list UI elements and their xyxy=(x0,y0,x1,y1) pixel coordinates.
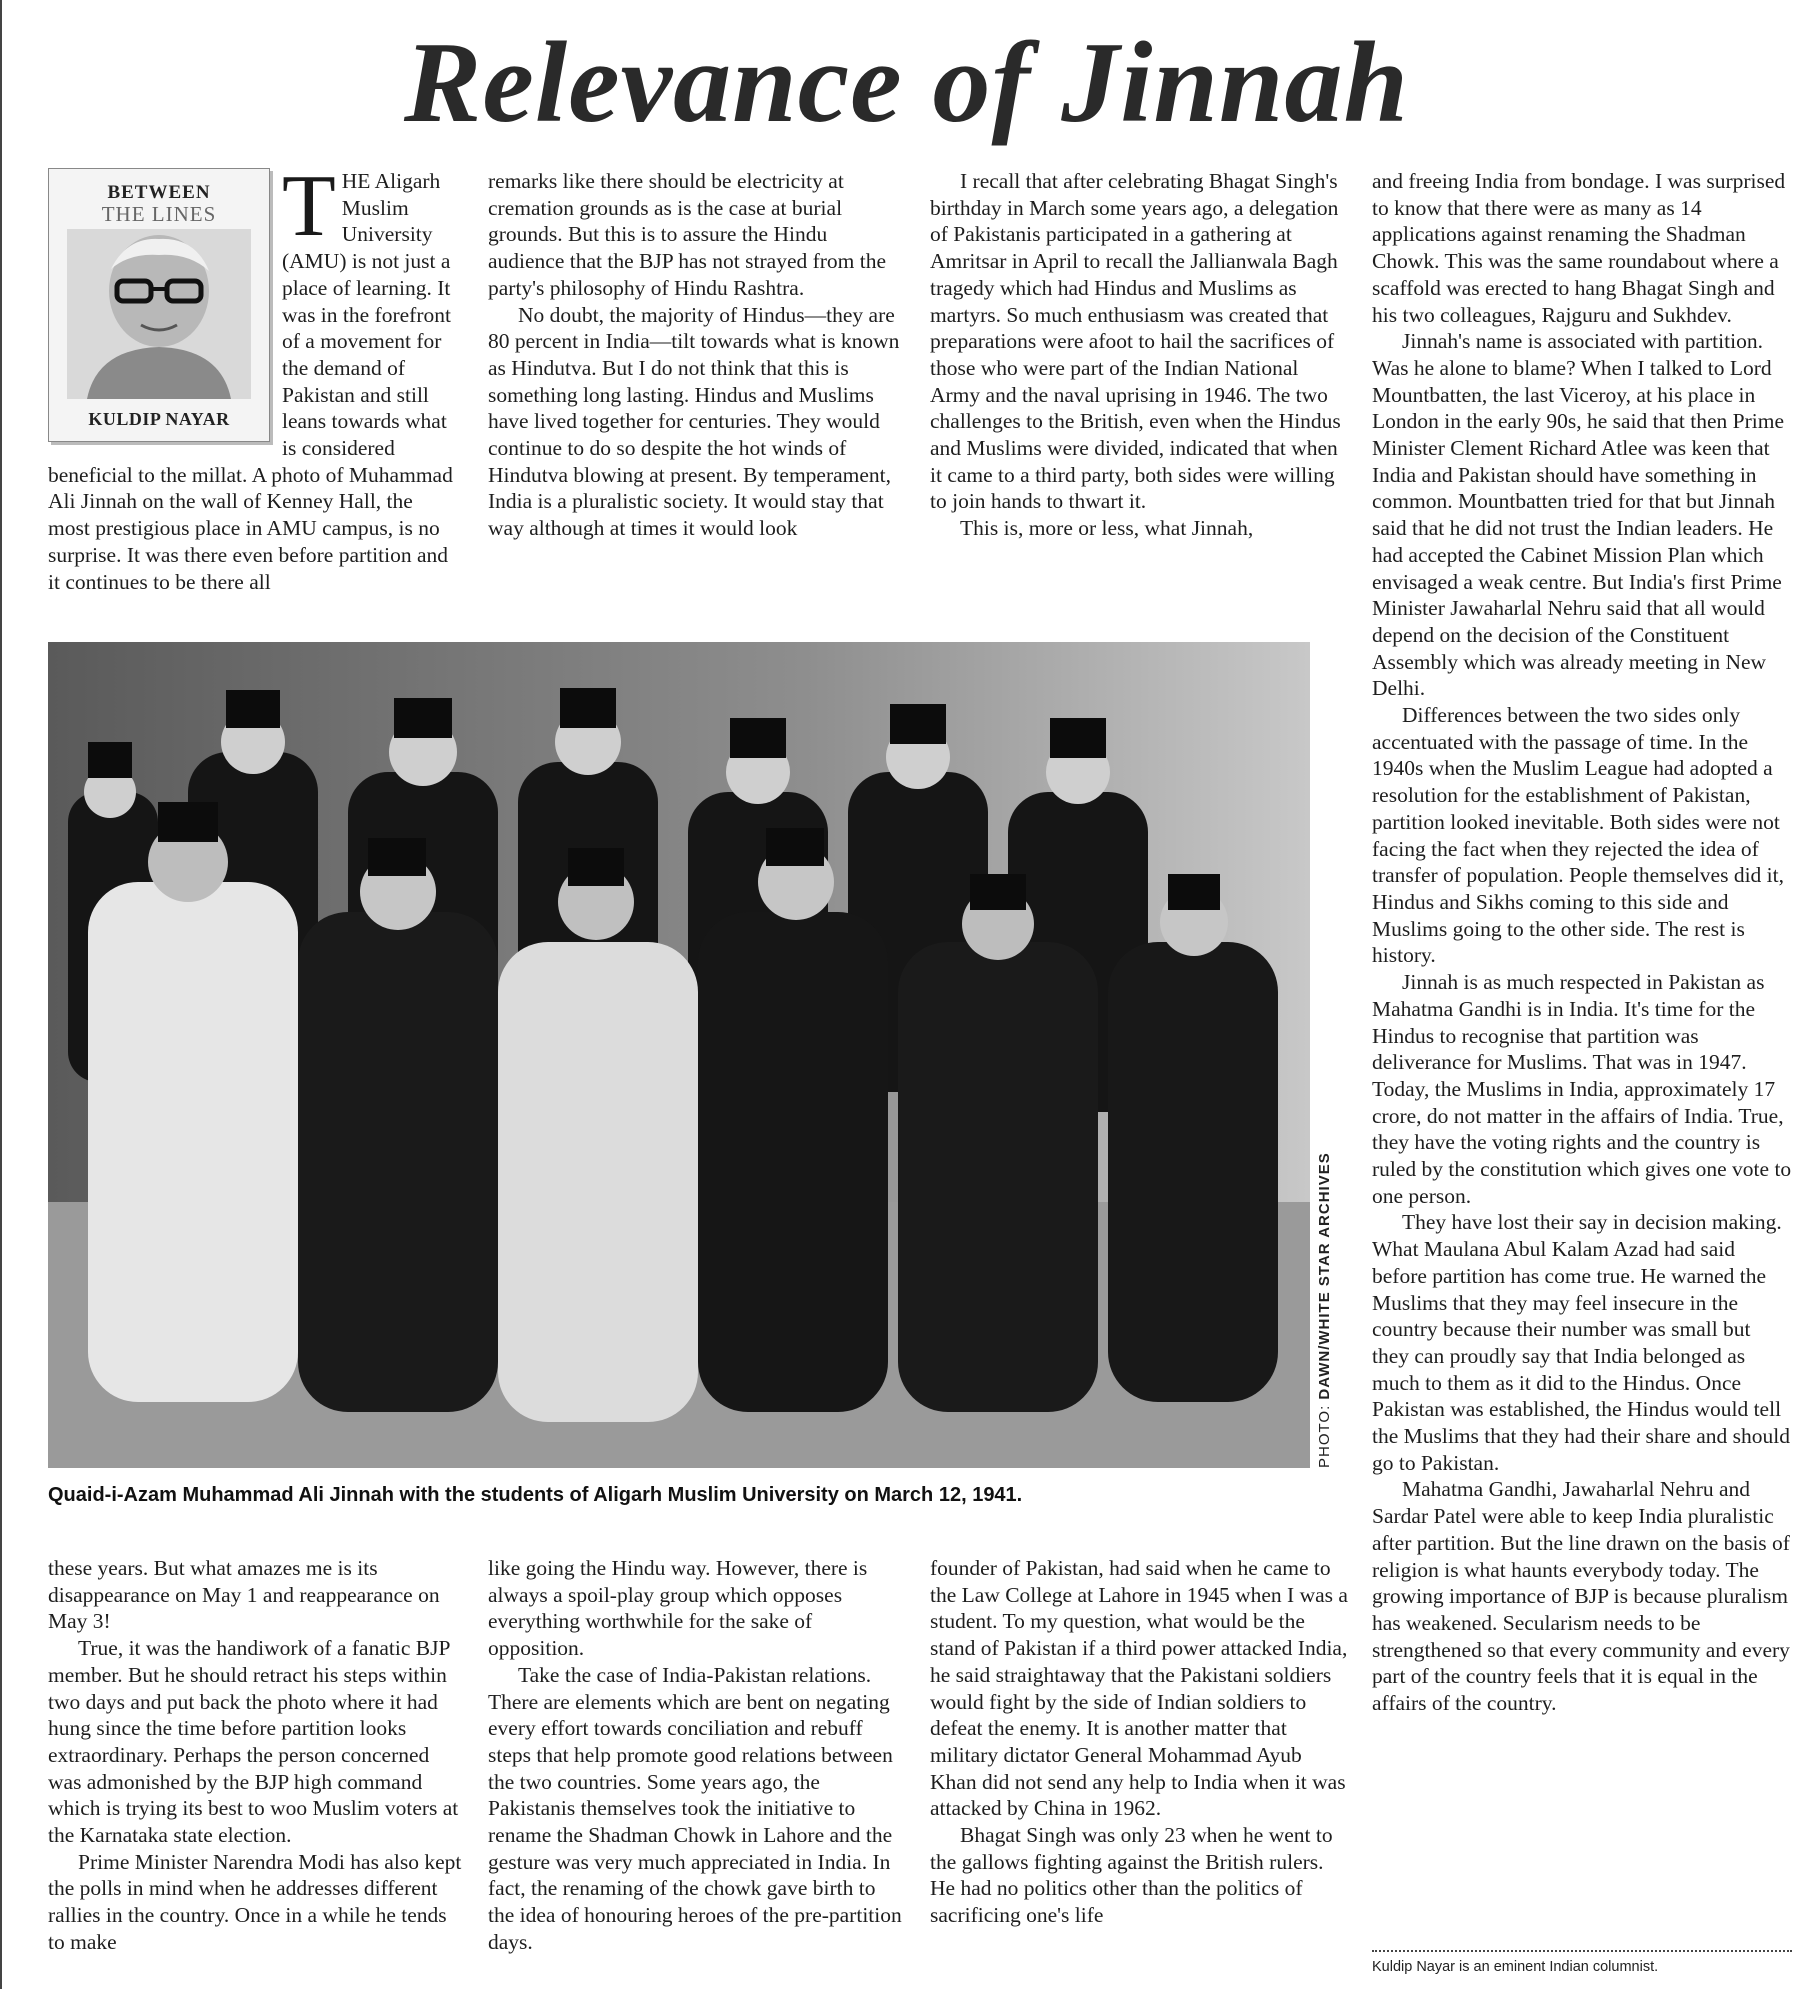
column-kicker: BETWEEN xyxy=(107,182,211,203)
paragraph: Mahatma Gandhi, Jawaharlal Nehru and Sardar Patel were able to keep India pluralistic after partition. But the line drawn on the basis of religion is what haunts everybody today. The growing importance of BJP is because pluralism has weakened. Secularism needs to be strengthened so that every community and every part of the country feels that it is equal in the affairs of the country. xyxy=(1372,1477,1790,1716)
paragraph: Bhagat Singh was only 23 when he went to the gallows fighting against the British rulers. He had no politics other than the politics of sacrificing one's life xyxy=(930,1823,1333,1928)
paragraph: like going the Hindu way. However, there is always a spoil-play group which opposes everything worthwhile for the sake of opposition. xyxy=(488,1556,868,1661)
column-2-bottom xyxy=(488,1555,906,1989)
paragraph: Jinnah's name is associated with partition. Was he alone to blame? When I talked to Lord Mountbatten, the last Viceroy, at his place in London in the early 90s, he said that then Prime Minister Clement Richard Atlee was keen that India and Pakistan should have something in common. Mountbatten tried for that but Jinnah said that he did not trust the Indian leaders. He had accepted the Cabinet Mission Plan which envisaged a weak centre. But India's first Prime Minister Jawaharlal Nehru said that all would depend on the decision of the Constituent Assembly which was already meeting in New Delhi. xyxy=(1372,329,1784,701)
byline-box xyxy=(48,168,270,442)
column-3-bottom xyxy=(930,1555,1348,1989)
paragraph: founder of Pakistan, had said when he came to the Law College at Lahore in 1945 when I was a student. To my question, what would be the stand of Pakistan if a third power attacked India, he said straightaway that the Pakistani soldiers would fight by the side of Indian soldiers to defeat the enemy. It is another matter that military dictator General Mohammad Ayub Khan did not send any help to India when it was attacked by China in 1962. xyxy=(930,1556,1348,1821)
paragraph: This is, more or less, what Jinnah, xyxy=(960,516,1254,541)
column-kicker-sub: THE LINES xyxy=(101,202,217,226)
column-4 xyxy=(1372,168,1792,1948)
paragraph: No doubt, the majority of Hindus—they are 80 percent in India—tilt towards what is known as Hindutva. But I do not think that this is something long lasting. Hindus and Muslims have lived together for centuries. They would continue to do so despite the hot winds of Hindutva blowing at present. By temperament, India is a pluralistic society. It would stay that way although at times it would look xyxy=(488,302,900,541)
paragraph: True, it was the handiwork of a fanatic BJP member. But he should retract his steps within two days and put back the photo where it had hung since the time before partition looks extraordinary. Perhaps the person concerned was admonished by the BJP high command which is trying its best to woo Muslim voters at the Karnataka state election. xyxy=(48,1636,459,1848)
paragraph: these years. But what amazes me is its disappearance on May 1 and reappearance on May 3! xyxy=(48,1556,440,1634)
author-portrait xyxy=(67,229,251,399)
author-note-divider xyxy=(1372,1950,1792,1952)
column-1-bottom xyxy=(48,1555,468,1989)
photo-credit: PHOTO: DAWN/WHITE STAR ARCHIVES xyxy=(1316,1152,1333,1468)
paragraph: and freeing India from bondage. I was surprised to know that there were as many as 14 applications against renaming the Shadman Chowk. This was the same roundabout where a scaffold was erected to hang Bhagat Singh and his two colleagues, Rajguru and Sukhdev. xyxy=(1372,169,1786,327)
paragraph: Prime Minister Narendra Modi has also kept the polls in mind when he addresses different rallies in the country. Once in a while he tends to make xyxy=(48,1849,462,1954)
paragraph: Take the case of India-Pakistan relations. There are elements which are bent on negating every effort towards conciliation and rebuff steps that help promote good relations between the two countries. Some years ago, the Pakistanis themselves took the initiative to rename the Shadman Chowk in Lahore and the gesture was very much appreciated in India. In fact, the renaming of the chowk gave birth to the idea of honouring heroes of the pre-partition days. xyxy=(488,1662,902,1954)
column-1-top xyxy=(48,168,454,623)
group-photograph xyxy=(48,642,1310,1468)
column-3-top xyxy=(930,168,1348,623)
paragraph: Jinnah is as much respected in Pakistan as Mahatma Gandhi is in India. It's time for the Hindus to recognise that partition was deliverance for Muslims. That was in 1947. Today, the Muslims in India, approximately 17 crore, do not matter in the affairs of India. True, they have the voting rights and the country is ruled by the constitution which gives one vote to one person. xyxy=(1372,970,1792,1208)
headline: Relevance of Jinnah xyxy=(404,19,1409,147)
paragraph: They have lost their say in decision making. What Maulana Abul Kalam Azad had said before partition has come true. He warned the Muslims that they may feel insecure in the country because their number was small but they can proudly say that India belonged as much to them as it did to the Hindus. Once Pakistan was established, the Hindus would tell the Muslims that they had their share and should go to Pakistan. xyxy=(1372,1210,1790,1475)
paragraph: Differences between the two sides only accentuated with the passage of time. In the 1940s when the Muslim League had adopted a resolution for the establishment of Pakistan, partition looked inevitable. Both sides were not facing the fact when they rejected the idea of transfer of population. People themselves did it, Hindus and Sikhs coming to this side and Muslims going to the other side. The rest is history. xyxy=(1372,703,1784,968)
drop-cap: T xyxy=(282,168,336,255)
photo-illustration xyxy=(48,642,1310,1468)
paragraph: I recall that after celebrating Bhagat Singh's birthday in March some years ago, a delegation of Pakistanis participated in a gathering at Amritsar in April to recall the Jallianwala Bagh tragedy which had Hindus and Muslims as martyrs. So much enthusiasm was created that preparations were afoot to hail the sacrifices of those who were part of the Indian National Army and the naval uprising in 1946. The two challenges to the British, even when the Hindus and Muslims were divided, indicated that when it came to a third party, both sides were willing to join hands to thwart it. xyxy=(930,169,1341,514)
author-note: Kuldip Nayar is an eminent Indian columnist. xyxy=(1372,1959,1659,1975)
column-2-top xyxy=(488,168,906,623)
paragraph: HE Aligarh Muslim University (AMU) is not just a place of learning. It was in the forefront of a movement for the demand of Pakistan and still leans towards what is considered beneficial to the millat. A photo of Muhammad Ali Jinnah on the wall of Kenney Hall, the most prestigious place in AMU campus, is no surprise. It was there even before partition and it continues to be there all xyxy=(48,169,453,594)
paragraph: remarks like there should be electricity at cremation grounds as is the case at burial grounds. But this is to assure the Hindu audience that the BJP has not strayed from the party's philosophy of Hindu Rashtra. xyxy=(488,169,887,300)
author-name: KULDIP NAYAR xyxy=(88,409,230,430)
page-left-rule xyxy=(0,0,2,1989)
photo-caption: Quaid-i-Azam Muhammad Ali Jinnah with the students of Aligarh Muslim University on March 12, 1941. xyxy=(48,1484,1023,1506)
